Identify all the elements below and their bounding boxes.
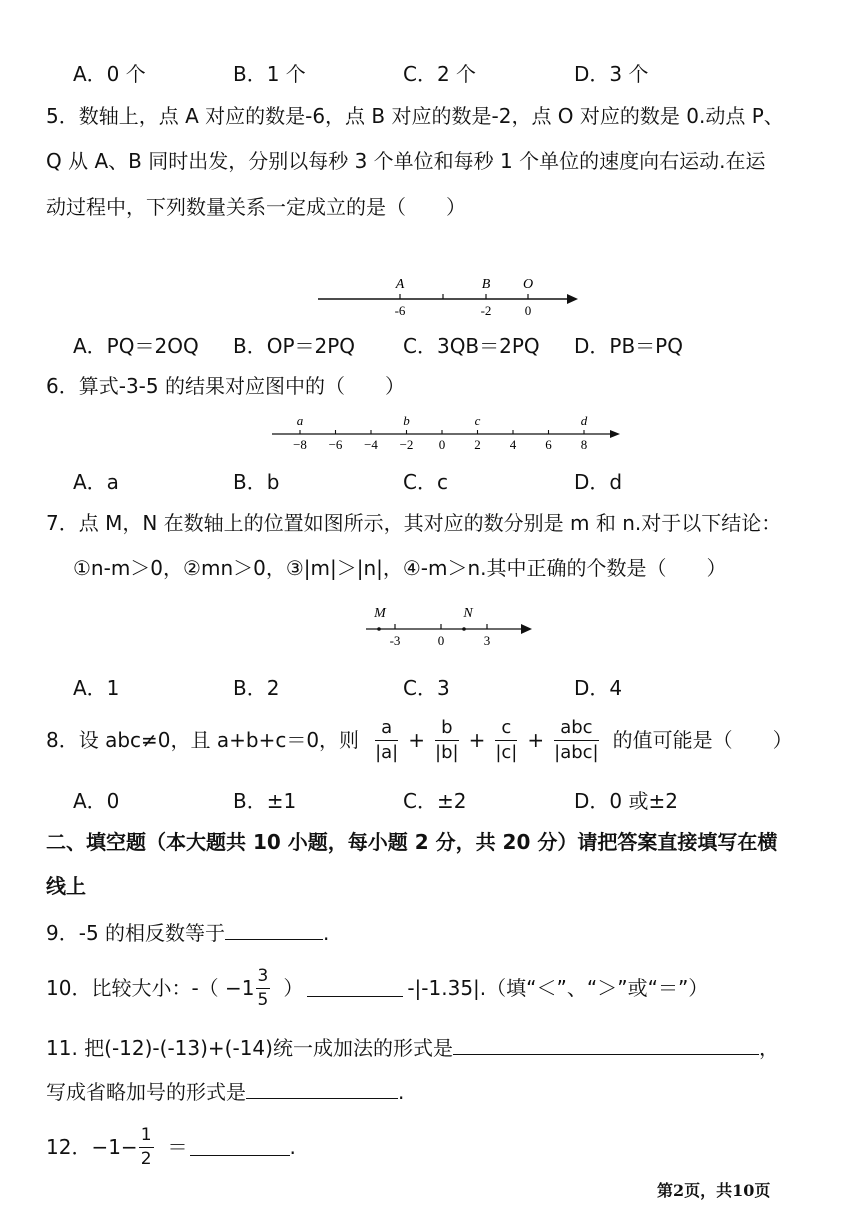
q11-comma: ，: [758, 1036, 779, 1060]
q8-plus: +: [527, 728, 545, 752]
q7-option-d: D．4: [574, 676, 623, 700]
q5-option-c: C．3QB＝2PQ: [403, 334, 540, 358]
q6-option-c: C．c: [403, 470, 448, 494]
q10-paren: ）: [283, 976, 304, 1000]
q5-text-line2: Q 从 A、B 同时出发，分别以每秒 3 个单位和每秒 1 个单位的速度向右运动.在运: [46, 149, 766, 173]
q8-option-b: B．±1: [233, 789, 297, 813]
q4-option-d: D．3 个: [574, 62, 649, 86]
q8-prefix: 8．设 abc≠0，且 a+b+c＝0，则: [46, 728, 360, 752]
q5-label-o: O: [522, 277, 534, 292]
q11-line2-suffix: .: [398, 1080, 405, 1104]
q8-expression: [46, 715, 793, 765]
q7-option-c: C．3: [403, 676, 450, 700]
q6-label-d: d: [580, 413, 588, 428]
q5-label-a: A: [395, 277, 405, 292]
q8-plus: +: [408, 728, 425, 752]
q7-tick-label: -3: [389, 633, 401, 648]
q8-option-a: A．0: [73, 789, 120, 813]
q5-text-line1: 5．数轴上，点 A 对应的数是-6，点 B 对应的数是-2，点 O 对应的数是 0.动点 P、: [46, 104, 784, 128]
q6-option-d: D．d: [574, 470, 623, 494]
q4-option-a: A．0 个: [73, 62, 146, 86]
q6-tick-label: 0: [438, 437, 446, 452]
q7-option-a: A．1: [73, 676, 120, 700]
q5-tick-label: -6: [394, 303, 406, 318]
q6-number-line: [268, 410, 628, 456]
q5-text-line3: 动过程中，下列数量关系一定成立的是（ ）: [46, 195, 466, 219]
q12-question: [46, 1124, 296, 1170]
q8-plus: +: [468, 728, 486, 752]
q6-tick-label: 8: [580, 437, 588, 452]
q6-tick-label: −4: [364, 437, 378, 452]
q8-fraction-a: $\frac{a}{|a|}$: [375, 716, 399, 763]
q6-tick-label: 2: [474, 437, 481, 452]
q5-tick-label: 0: [524, 303, 532, 318]
q12-prefix: 12．−1−: [46, 1135, 138, 1159]
q10-fraction: $\frac{3}{5}$: [257, 965, 269, 1010]
q7-text-line2: ①n-m＞0，②mn＞0，③|m|＞|n|，④-m＞n.其中正确的个数是（ ）: [73, 556, 727, 580]
q6-text-line1: 6．算式-3-5 的结果对应图中的（ ）: [46, 374, 405, 398]
q6-tick-label: −8: [293, 437, 307, 452]
q7-label-n: N: [463, 606, 473, 621]
q5-option-a: A．PQ＝2OQ: [73, 334, 199, 358]
q8-fraction-abc: $\frac{\text{abc}}{\text{|abc|}}$: [554, 716, 599, 763]
q5-number-line: [310, 270, 590, 320]
q6-tick-label: 4: [509, 437, 517, 452]
q11-line1: [46, 1038, 779, 1058]
q7-label-m: M: [374, 606, 386, 621]
q8-option-d: D．0 或±2: [574, 789, 678, 813]
q7-option-b: B．2: [233, 676, 280, 700]
q4-option-b: B．1 个: [233, 62, 306, 86]
page-footer: 第2页，共10页: [657, 1181, 771, 1200]
q8-fraction-c: $\frac{c}{|c|}$: [495, 716, 518, 763]
q6-label-b: b: [403, 413, 410, 428]
q7-number-line: [362, 600, 542, 650]
q5-option-b: B．OP＝2PQ: [233, 334, 356, 358]
q8-option-c: C．±2: [403, 789, 467, 813]
q10-prefix: 10．比较大小：-（ −1: [46, 976, 255, 1000]
q9-answer-blank[interactable]: [225, 938, 323, 940]
q6-tick-label: −2: [399, 437, 414, 452]
q10-question: [46, 965, 708, 1011]
q11-line2-prefix: 写成省略加号的形式是: [46, 1080, 246, 1104]
q6-tick-label: 6: [545, 437, 552, 452]
q5-label-b: B: [481, 277, 491, 292]
q11-answer-blank-2[interactable]: [246, 1097, 398, 1099]
q12-answer-blank[interactable]: [190, 1154, 290, 1156]
q7-tick-label: 0: [437, 633, 445, 648]
q6-option-b: B．b: [233, 470, 280, 494]
q10-answer-blank[interactable]: [307, 995, 403, 997]
q9-question: [46, 923, 329, 943]
q9-suffix: .: [323, 921, 330, 945]
q11-answer-blank-1[interactable]: [453, 1053, 759, 1055]
q6-label-c: c: [474, 413, 481, 428]
q4-option-c: C．2 个: [403, 62, 477, 86]
section2-heading-line1: 二、填空题（本大题共 10 小题，每小题 2 分，共 20 分）请把答案直接填写在横: [46, 830, 778, 854]
section2-heading-line2: 线上: [46, 874, 86, 898]
q7-tick-label: 3: [483, 633, 491, 648]
q6-tick-label: −6: [328, 437, 343, 452]
q11-prefix: 11. 把(-12)-(-13)+(-14)统一成加法的形式是: [46, 1036, 453, 1060]
q6-label-a: a: [296, 413, 304, 428]
q12-fraction: $\frac{1}{2}$: [140, 1124, 152, 1169]
q10-suffix: -|-1.35|.（填“＜”、“＞”或“＝”）: [407, 976, 709, 1000]
q5-option-d: D．PB＝PQ: [574, 334, 683, 358]
q11-line2: [46, 1082, 404, 1102]
q12-suffix: .: [289, 1135, 296, 1159]
q5-tick-label: -2: [480, 303, 492, 318]
q12-equals: ＝: [167, 1135, 188, 1159]
q7-text-line1: 7．点 M，N 在数轴上的位置如图所示，其对应的数分别是 m 和 n.对于以下结论：: [46, 511, 782, 535]
q8-fraction-b: $\frac{b}{|b|}$: [435, 716, 459, 763]
q8-suffix: 的值可能是（ ）: [612, 728, 793, 752]
q9-prefix: 9．-5 的相反数等于: [46, 921, 226, 945]
q6-option-a: A．a: [73, 470, 119, 494]
